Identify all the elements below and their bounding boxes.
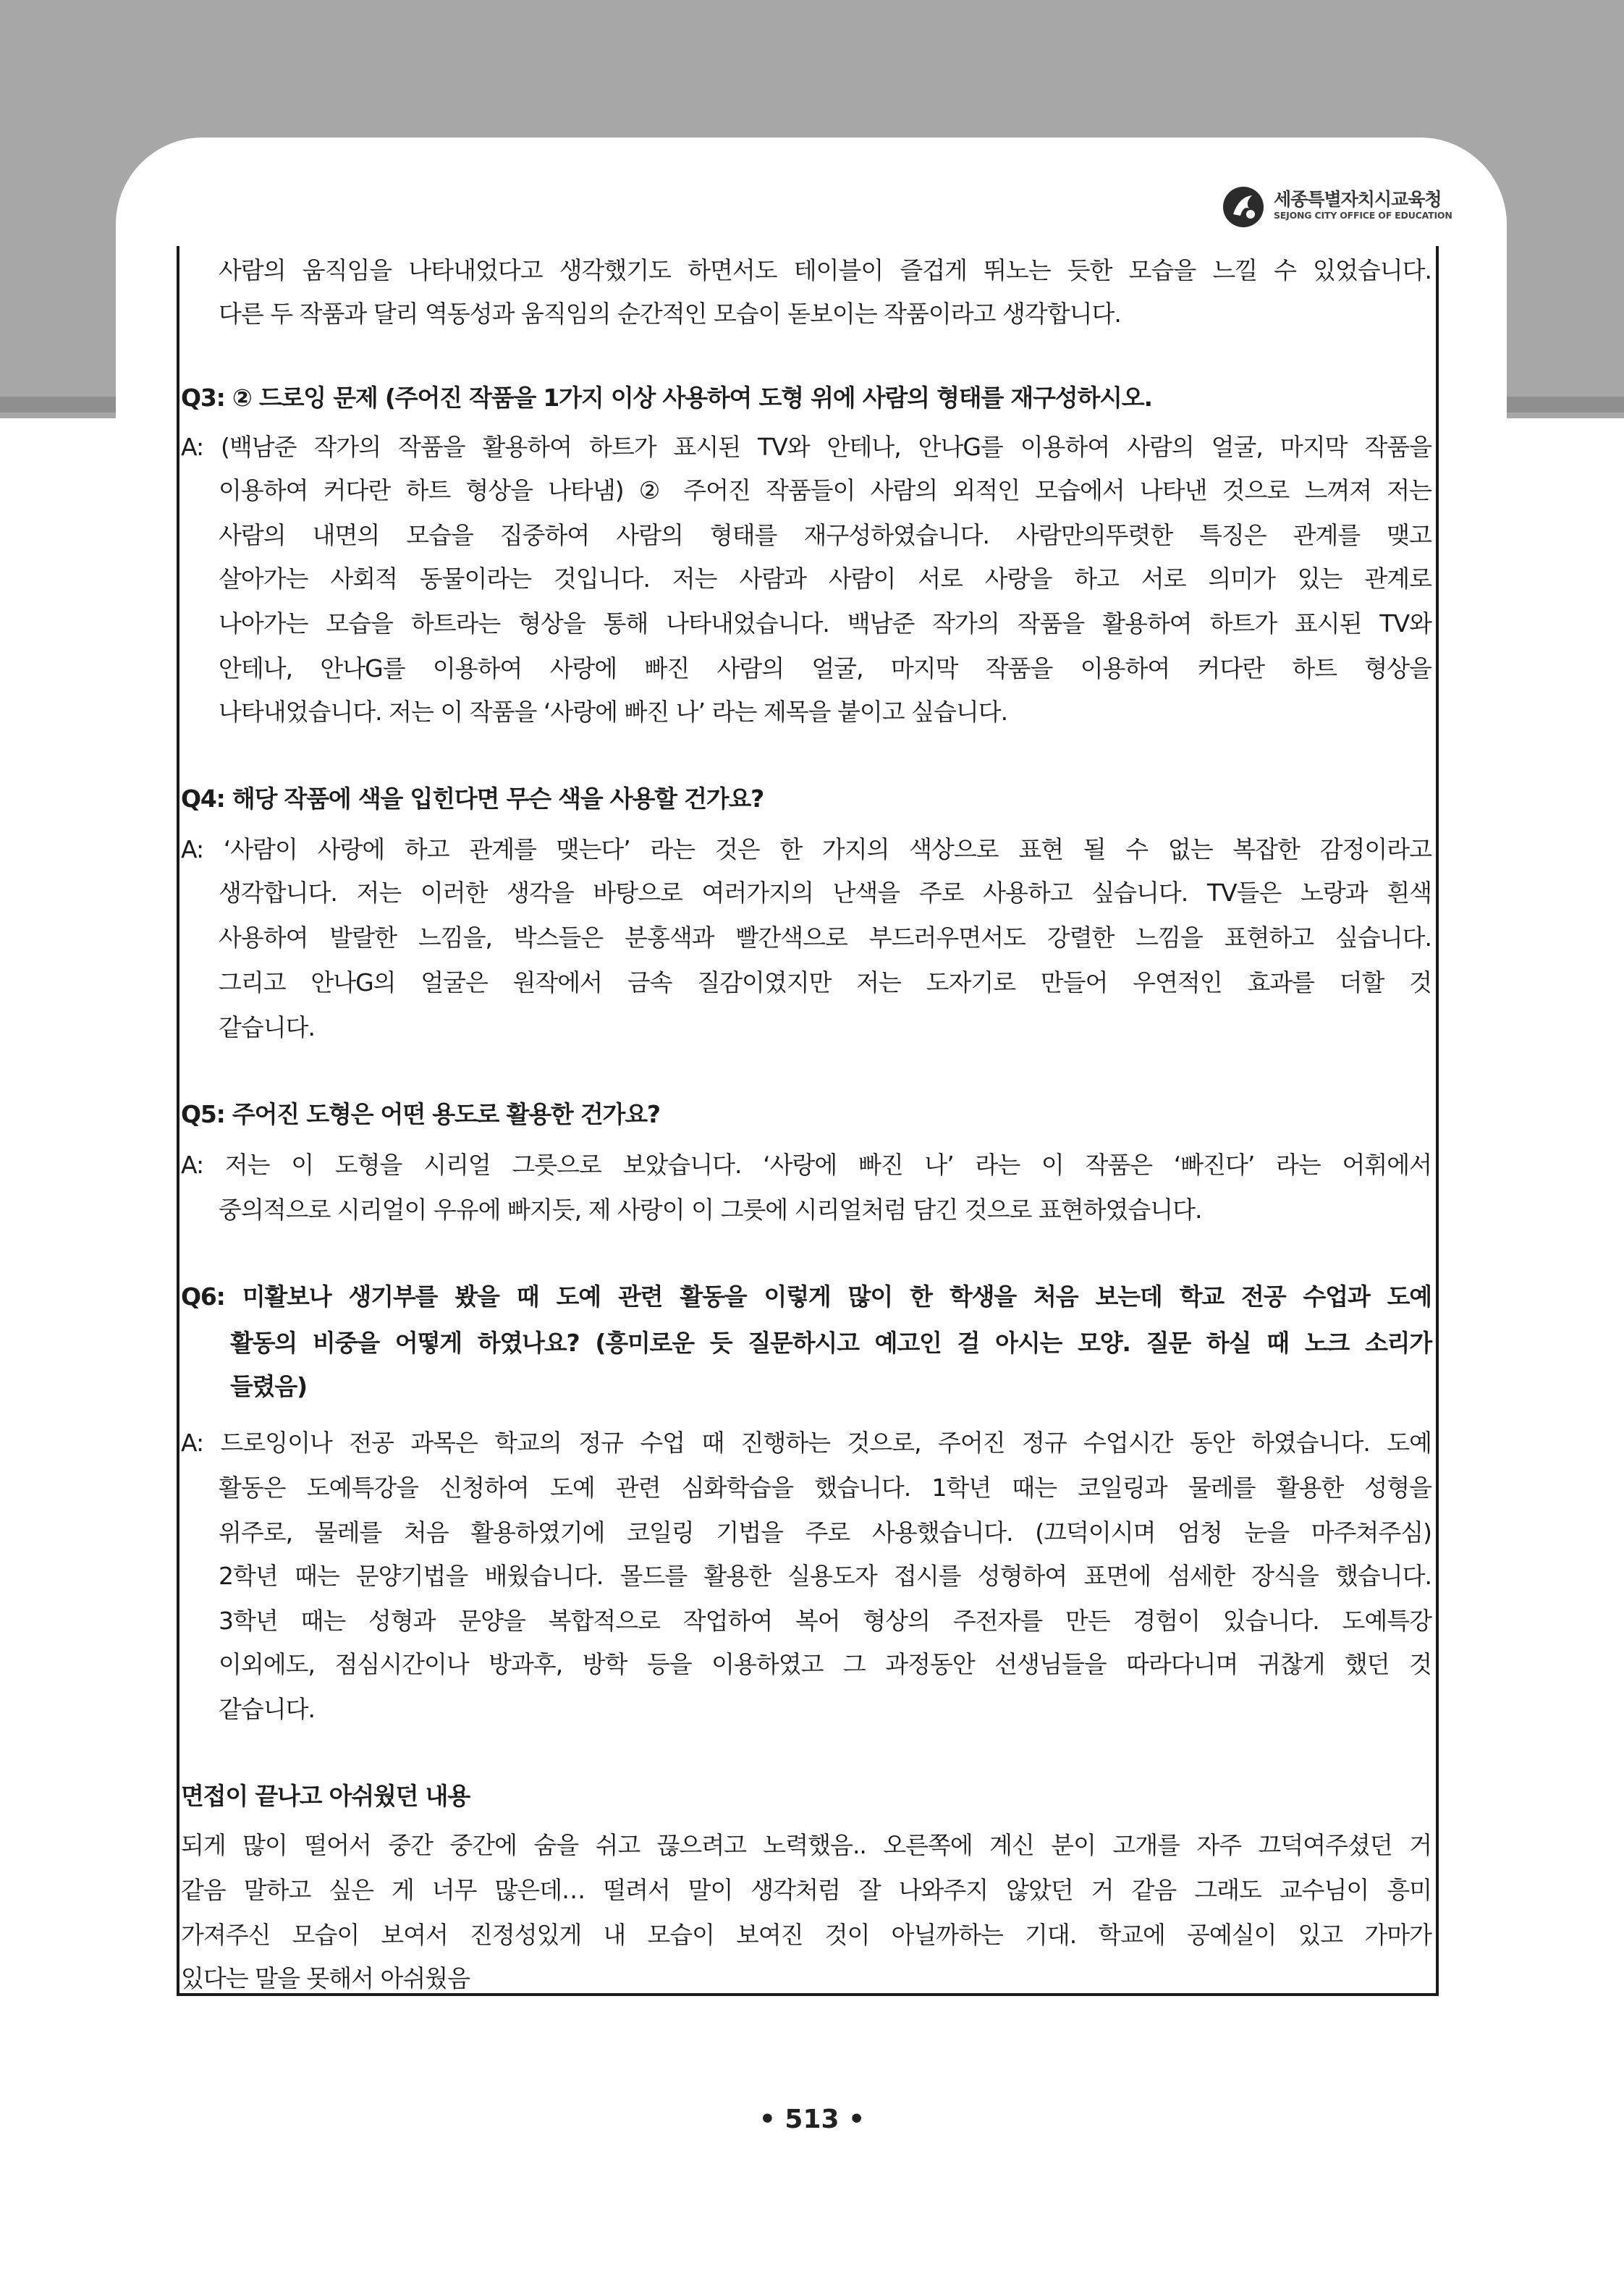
text-line: 사람의 움직임을 나타내었다고 생각했기도 하면서도 테이블이 즐겁게 뛰노는 듯한 모습을 느낄 수 있었습니다. [219,256,1431,284]
text-line: 사용하여 발랄한 느낌을, 박스들은 분홍색과 빨간색으로 부드러우면서도 강렬한 느낌을 표현하고 싶습니다. [219,923,1431,952]
text-line: 3학년 때는 성형과 문양을 복합적으로 작업하여 복어 형상의 주전자를 만든 경험이 있습니다. 도예특강 [219,1607,1431,1635]
text-line: 안테나, 안나G를 이용하여 사랑에 빠진 사람의 얼굴, 마지막 작품을 이용하여 커다란 하트 형상을 [219,654,1431,682]
page-number: • 513 • [758,2105,866,2134]
answer-line: A: 저는 이 도형을 시리얼 그릇으로 보았습니다. ‘사랑에 빠진 나’ 라는 이 작품은 ‘빠진다’ 라는 어휘에서 [181,1151,1431,1179]
question-line: 들렸음) [230,1372,307,1400]
text-line: 그리고 안나G의 얼굴은 원작에서 금속 질감이였지만 저는 도자기로 만들어 우연적인 효과를 더할 것 [219,968,1431,997]
sejong-emblem-icon [1223,187,1264,227]
question-line-q6: Q6: 미활보나 생기부를 봤을 때 도예 관련 활동을 이렇게 많이 한 학생을 처음 보는데 학교 전공 수업과 도예 [181,1282,1431,1311]
text-line: 위주로, 물레를 처음 활용하였기에 코일링 기법을 주로 사용했습니다. (끄덕이시며 엄청 눈을 마주쳐주심) [219,1518,1431,1547]
text-line: 나아가는 모습을 하트라는 형상을 통해 나타내었습니다. 백남준 작가의 작품을 활용하여 하트가 표시된 TV와 [219,609,1431,638]
answer-line: A: (백남준 작가의 작품을 활용하여 하트가 표시된 TV와 안테나, 안나G를 이용하여 사람의 얼굴, 마지막 작품을 [181,433,1431,461]
header-stripe-right [1507,397,1624,413]
text-line: 중의적으로 시리얼이 우유에 빠지듯, 제 사랑이 이 그릇에 시리얼처럼 담긴 것으로 표현하였습니다. [219,1196,1202,1224]
text-line: 같음 말하고 싶은 게 너무 많은데… 떨려서 말이 생각처럼 잘 나와주지 않았던 거 같음 그래도 교수님이 흥미 [181,1876,1431,1904]
text-line: 사람의 내면의 모습을 집중하여 사람의 형태를 재구성하였습니다. 사람만의뚜렷한 특징은 관계를 맺고 [219,521,1431,549]
text-line: 다른 두 작품과 달리 역동성과 움직임의 순간적인 모습이 돋보이는 작품이라고 생각합니다. [219,300,1121,328]
text-line: 같습니다. [219,1695,316,1723]
text-line: 이외에도, 점심시간이나 방과후, 방학 등을 이용하였고 그 과정동안 선생님들을 따라다니며 귀찮게 했던 것 [219,1650,1431,1678]
header-stripe-left [0,397,116,413]
text-line: 같습니다. [219,1013,316,1041]
question-line-q4: Q4: 해당 작품에 색을 입힌다면 무슨 색을 사용할 건가요? [181,785,764,813]
text-line: 이용하여 커다란 하트 형상을 나타냄) ② 주어진 작품들이 사람의 외적인 모습에서 나타낸 것으로 느껴져 저는 [219,476,1431,504]
text-line: 생각합니다. 저는 이러한 생각을 바탕으로 여러가지의 난색을 주로 사용하고 싶습니다. TV들은 노랑과 흰색 [219,879,1431,907]
question-line: 활동의 비중을 어떻게 하였나요? (흥미로운 듯 질문하시고 예고인 걸 아시는 모양. 질문 하실 때 노크 소리가 [230,1329,1431,1357]
logo-english-text: SEJONG CITY OFFICE OF EDUCATION [1274,210,1452,221]
text-line: 있다는 말을 못해서 아쉬웠음 [181,1964,470,1992]
section-heading: 면접이 끝나고 아쉬웠던 내용 [181,1782,470,1810]
question-line-q5: Q5: 주어진 도형은 어떤 용도로 활용한 건가요? [181,1100,660,1128]
text-line: 가져주신 모습이 보여서 진정성있게 내 모습이 보여진 것이 아닐까하는 기대. 학교에 공예실이 있고 가마가 [181,1921,1431,1949]
text-line: 활동은 도예특강을 신청하여 도예 관련 심화학습을 했습니다. 1학년 때는 코일링과 물레를 활용한 성형을 [219,1473,1431,1502]
answer-line: A: ‘사람이 사랑에 하고 관계를 맺는다’ 라는 것은 한 가지의 색상으로 표현 될 수 없는 복잡한 감정이라고 [181,835,1431,863]
text-line: 되게 많이 떨어서 중간 중간에 숨을 쉬고 끊으려고 노력했음.. 오른쪽에 계신 분이 고개를 자주 끄덕여주셨던 거 [181,1831,1431,1859]
text-line: 2학년 때는 문양기법을 배웠습니다. 몰드를 활용한 실용도자 접시를 성형하여 표면에 섬세한 장식을 했습니다. [219,1562,1431,1590]
logo-korean-text: 세종특별자치시교육청 [1274,189,1442,210]
answer-line: A: 드로잉이나 전공 과목은 학교의 정규 수업 때 진행하는 것으로, 주어진 정규 수업시간 동안 하였습니다. 도예 [181,1429,1431,1457]
question-line-q3: Q3: ② 드로잉 문제 (주어진 작품을 1가지 이상 사용하여 도형 위에 사람의 형태를 재구성하시오. [181,384,1152,412]
publisher-logo [1223,185,1455,229]
text-line: 살아가는 사회적 동물이라는 것입니다. 저는 사람과 사람이 서로 사랑을 하고 서로 의미가 있는 관계로 [219,565,1431,593]
text-line: 나타내었습니다. 저는 이 작품을 ‘사랑에 빠진 나’ 라는 제목을 붙이고 싶습니다. [219,698,1008,726]
